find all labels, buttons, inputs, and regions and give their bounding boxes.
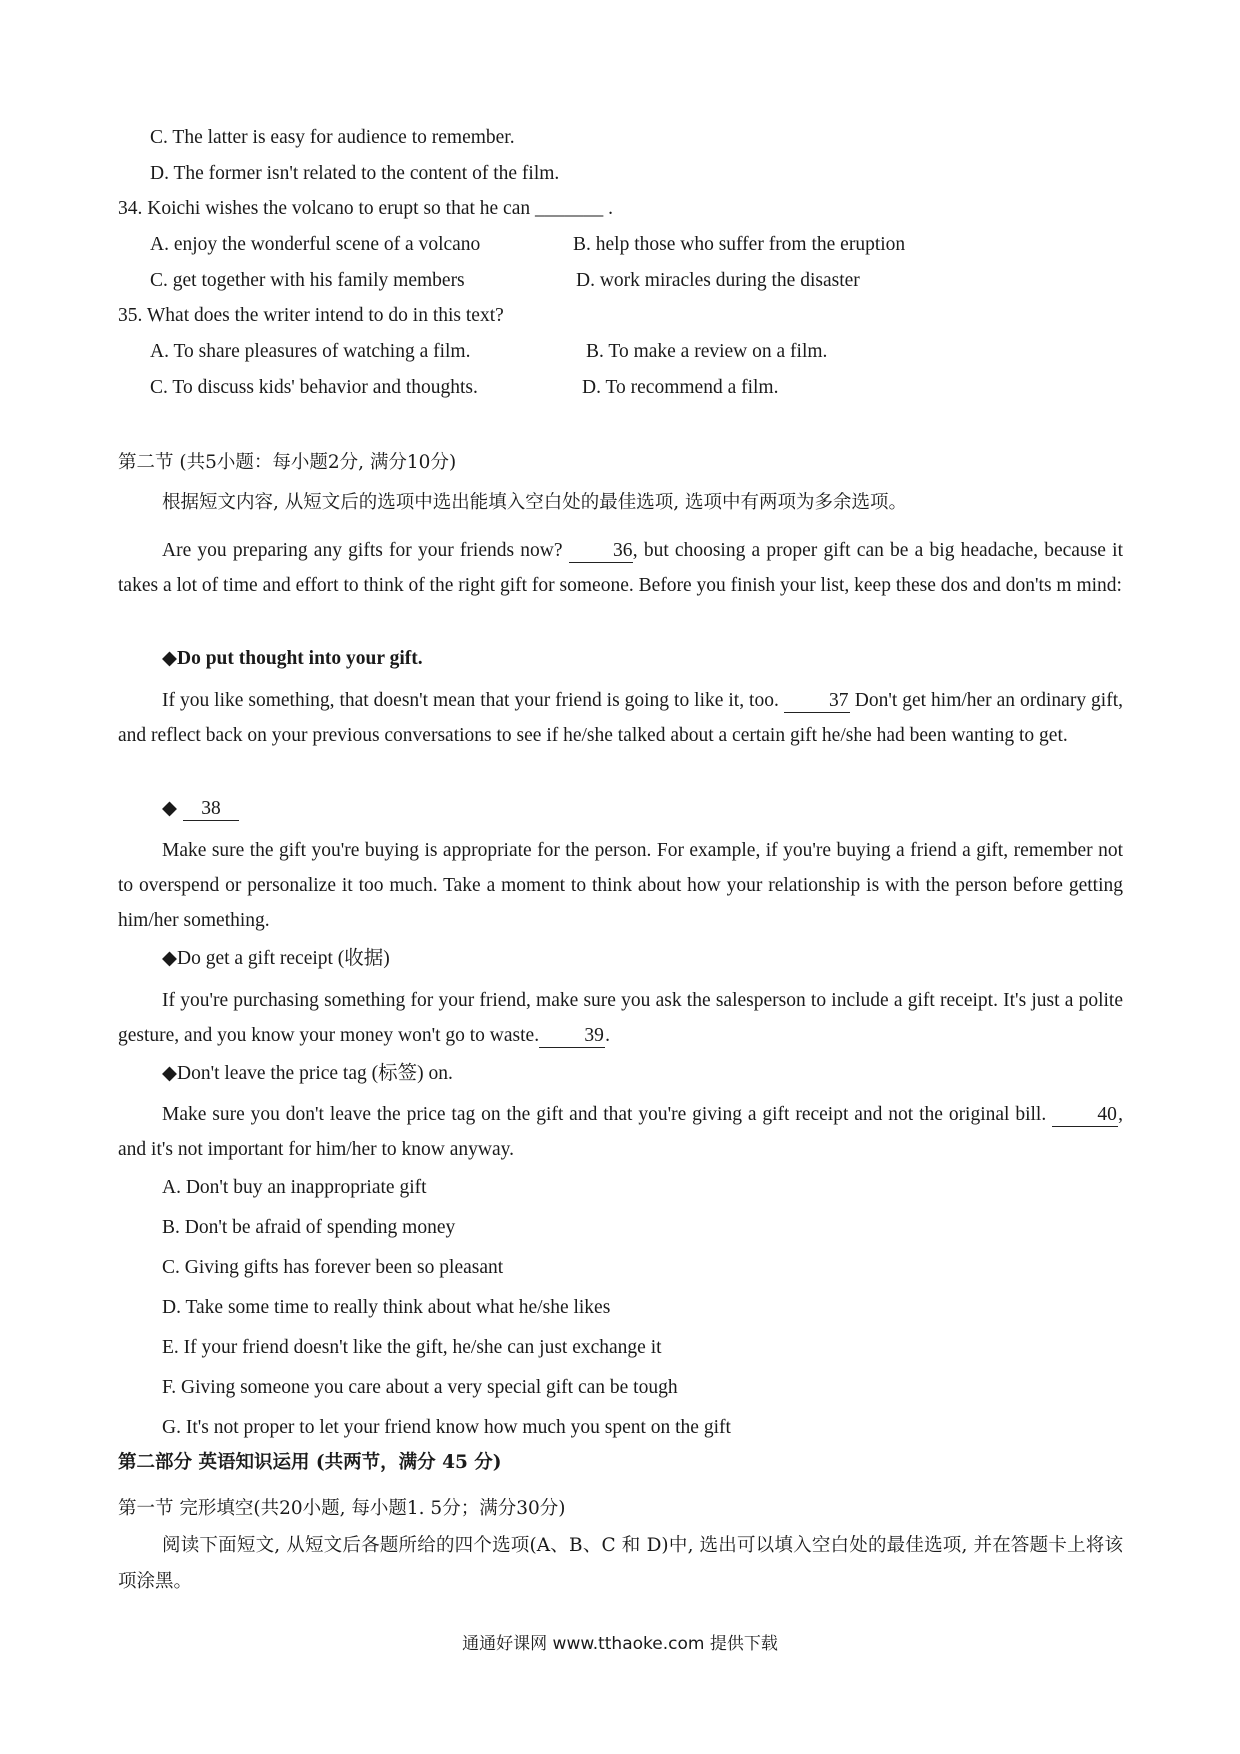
- answer-choice: G. It's not proper to let your friend know how much you spent on the gift: [162, 1417, 731, 1438]
- passage-paragraph: [118, 683, 1123, 753]
- passage-text: If you like something, that doesn't mean that your friend is going to like it, too.: [162, 690, 784, 711]
- passage-text: .: [605, 1025, 610, 1046]
- passage-paragraph: [118, 533, 1123, 603]
- tip-heading: ◆Do get a gift receipt (收据): [162, 948, 390, 969]
- question-stem: 34. Koichi wishes the volcano to erupt so that he can _______ .: [118, 198, 613, 219]
- blank-36: 36: [569, 540, 633, 563]
- part-heading: 第二部分 英语知识运用 (共两节，满分 45 分): [118, 1452, 502, 1473]
- question-stem: 35. What does the writer intend to do in this text?: [118, 305, 504, 326]
- answer-choice: E. If your friend doesn't like the gift, he/she can just exchange it: [162, 1337, 662, 1358]
- page-footer: 通通好课网 www.tthaoke.com 提供下载: [462, 1634, 778, 1654]
- passage-text: If you're purchasing something for your friend, make sure you ask the salesperson to include a gift receipt. It's just a polite gesture, and you know your money won't go to waste.: [118, 990, 1123, 1046]
- answer-choice: D. Take some time to really think about what he/she likes: [162, 1297, 611, 1318]
- passage-text: Are you preparing any gifts for your friends now?: [162, 540, 569, 561]
- passage-text: , and it's not important for him/her to know anyway.: [118, 1104, 1123, 1160]
- answer-choice: F. Giving someone you care about a very special gift can be tough: [162, 1377, 678, 1398]
- passage-paragraph: [118, 983, 1123, 1053]
- option-line: A. To share pleasures of watching a film.: [150, 341, 471, 362]
- blank-39: 39: [539, 1025, 605, 1048]
- tip-heading: [162, 797, 239, 821]
- section-instruction: 根据短文内容, 从短文后的选项中选出能填入空白处的最佳选项, 选项中有两项为多余选项。: [162, 492, 908, 513]
- option-line: A. enjoy the wonderful scene of a volcano: [150, 234, 481, 255]
- answer-choice: A. Don't buy an inappropriate gift: [162, 1177, 427, 1198]
- passage-paragraph: [118, 1097, 1123, 1167]
- section-heading: 第二节 (共5小题：每小题2分, 满分10分): [118, 452, 457, 473]
- answer-choice: B. Don't be afraid of spending money: [162, 1217, 456, 1238]
- passage-text: Make sure you don't leave the price tag on the gift and that you're giving a gift receipt and not the original bill.: [162, 1104, 1053, 1125]
- option-line: B. help those who suffer from the eruption: [573, 234, 906, 255]
- section-instruction: 阅读下面短文, 从短文后各题所给的四个选项(A、B、C 和 D)中, 选出可以填入空白处的最佳选项, 并在答题卡上将该项涂黑。: [118, 1535, 1123, 1592]
- diamond-bullet: ◆: [162, 798, 177, 819]
- section-heading: 第一节 完形填空(共20小题, 每小题1. 5分；满分30分): [118, 1498, 566, 1519]
- option-line: D. To recommend a film.: [582, 377, 779, 398]
- option-line: C. get together with his family members: [150, 270, 465, 291]
- passage-text: , but choosing a proper gift can be a big headache, because it takes a lot of time and effort to think of the right gift for someone. Before you finish your list, keep these dos and don'ts m mind:: [118, 540, 1123, 596]
- tip-heading: ◆Don't leave the price tag (标签) on.: [162, 1063, 453, 1084]
- option-line: D. work miracles during the disaster: [576, 270, 860, 291]
- blank-40: 40: [1052, 1104, 1118, 1127]
- passage-text: Don't get him/her an ordinary gift, and reflect back on your previous conversations to see if he/she talked about a certain gift he/she had been wanting to get.: [118, 690, 1123, 746]
- option-line: C. The latter is easy for audience to remember.: [150, 127, 515, 148]
- option-line: B. To make a review on a film.: [586, 341, 828, 362]
- option-line: C. To discuss kids' behavior and thoughts.: [150, 377, 478, 398]
- answer-choice: C. Giving gifts has forever been so pleasant: [162, 1257, 504, 1278]
- blank-37: 37: [784, 690, 850, 713]
- option-line: D. The former isn't related to the content of the film.: [150, 163, 560, 184]
- passage-paragraph: Make sure the gift you're buying is appropriate for the person. For example, if you're buying a friend a gift, remember not to overspend or personalize it too much. Take a moment to think about how your relationship is with the person before getting him/her something.: [118, 840, 1123, 931]
- blank-38: 38: [183, 798, 239, 821]
- tip-heading: ◆Do put thought into your gift.: [162, 648, 423, 669]
